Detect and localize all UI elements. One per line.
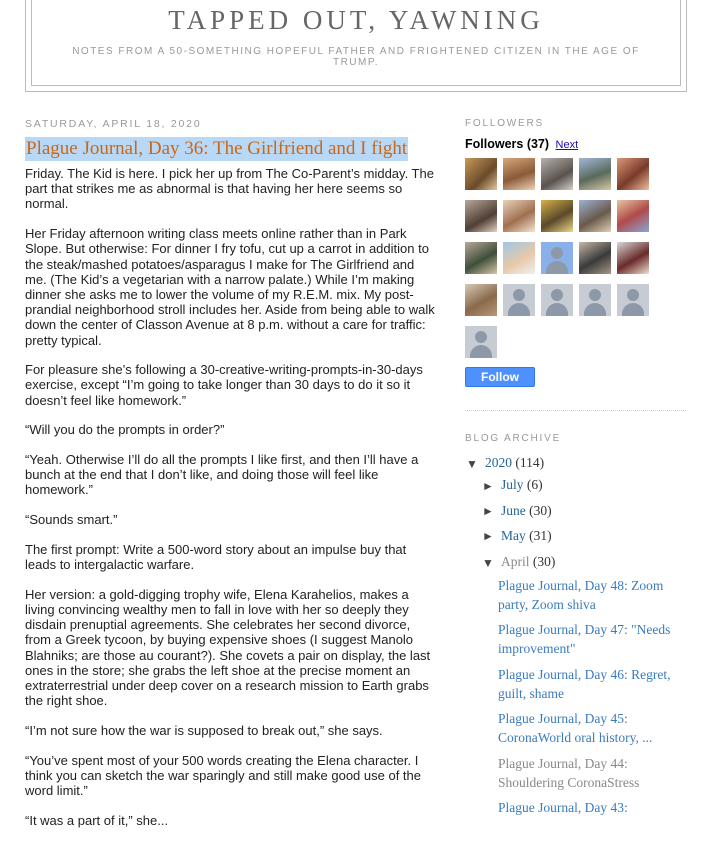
archive-month-label[interactable]: April: [501, 554, 530, 569]
follower-avatar[interactable]: [503, 242, 535, 274]
post-paragraph: “I’m not sure how the war is supposed to break out,” she says.: [25, 722, 383, 738]
archive-month-april[interactable]: [501, 554, 555, 570]
archive-year-2020[interactable]: [485, 455, 544, 471]
follower-avatar[interactable]: [503, 158, 535, 190]
post-date: SATURDAY, APRIL 18, 2020: [25, 118, 202, 130]
default-avatar-icon[interactable]: [617, 284, 649, 316]
sidebar-divider: [465, 410, 686, 411]
archive-year-label[interactable]: 2020: [485, 455, 512, 470]
archive-month-count: (30): [532, 554, 556, 569]
follower-avatar[interactable]: [617, 242, 649, 274]
post-paragraph: The first prompt: Write a 500-word story about an impulse buy that leads to intergalactic warfare.: [25, 541, 407, 573]
followers-next-link[interactable]: Next: [555, 139, 579, 151]
archive-month-label[interactable]: June: [501, 503, 526, 518]
follower-avatar[interactable]: [465, 200, 497, 232]
post-paragraph: Her Friday afternoon writing class meets online rather than in Park Slope. But otherwise: For dinner I fry tofu, cut up a carrot in addition to the steak/mashed potatoes/asparagus I make for The Girlfriend and me. (The Kid’s a vegetarian with a narrow palate.) While I’m making dinner she asks me to lower the volume of my R.E.M. mix. My post-prandial neighborhood stroll includes her. Aside from being able to walk down the center of Classon Avenue at 8 p.m. without a care for traffic: pretty typical.: [25, 226, 435, 348]
expand-triangle-icon[interactable]: ►: [482, 529, 494, 543]
collapse-triangle-icon[interactable]: ▼: [482, 556, 494, 570]
blog-title[interactable]: TAPPED OUT, YAWNING: [168, 5, 544, 35]
post-paragraph: “You’ve spent most of your 500 words creating the Elena character. I think you can sketch the war sparingly and still make good use of the word limit.”: [25, 752, 421, 798]
post-paragraph: “It was a part of it,” she...: [25, 812, 169, 828]
default-avatar-icon[interactable]: [541, 284, 573, 316]
archive-month-july[interactable]: [501, 477, 543, 493]
followers-count: [465, 137, 578, 151]
follower-avatar[interactable]: [617, 158, 649, 190]
follower-avatar[interactable]: [465, 284, 497, 316]
post-paragraph: Her version: a gold-digging trophy wife, Elena Karahelios, makes a living convincing wealthy men to fall in love with her so deeply they disdain prenuptial agreements. She celebrates her second divorce, from a Greek tycoon, by buying expensive shoes (I suggest Manolo Blahniks; are those au courant?). She covets a pair on display, the last ones in the store; she grabs the left shoe at the precise moment an extraterrestrial under deep cover on a research mission to Earth grabs the right shoe.: [25, 586, 431, 709]
archive-post-link[interactable]: Plague Journal, Day 43:: [498, 800, 628, 815]
archive-month-june[interactable]: [501, 503, 552, 519]
follower-avatar[interactable]: [617, 200, 649, 232]
archive-post-link[interactable]: Plague Journal, Day 48: Zoom party, Zoom shiva: [498, 578, 664, 612]
blog-header: [31, 0, 681, 86]
archive-post-link[interactable]: Plague Journal, Day 46: Regret, guilt, shame: [498, 667, 671, 701]
archive-post-link[interactable]: Plague Journal, Day 45: CoronaWorld oral history, ...: [498, 711, 653, 745]
archive-post-link[interactable]: Plague Journal, Day 47: "Needs improvement": [498, 622, 671, 656]
blog-archive-heading: BLOG ARCHIVE: [465, 433, 562, 444]
archive-month-count: (30): [529, 503, 552, 518]
post-paragraph: “Yeah. Otherwise I’ll do all the prompts I like first, and then I’ll have a bunch at the end that I don’t like, and doing those will feel like homework.”: [25, 452, 419, 498]
collapse-triangle-icon[interactable]: ▼: [466, 457, 478, 471]
default-avatar-icon[interactable]: [465, 326, 497, 358]
follower-avatar[interactable]: [579, 242, 611, 274]
archive-month-count: (6): [526, 477, 543, 492]
post-paragraph: Friday. The Kid is here. I pick her up from The Co-Parent’s midday. The part that strikes me as abnormal is that having her here seems so normal.: [25, 166, 434, 212]
archive-post-link-current[interactable]: Plague Journal, Day 44: Shouldering CoronaStress: [498, 756, 640, 790]
follower-avatar[interactable]: [579, 158, 611, 190]
followers-heading: FOLLOWERS: [465, 118, 544, 129]
archive-month-count: (31): [529, 528, 552, 543]
archive-year-count: (114): [515, 455, 545, 470]
post-paragraph: “Will you do the prompts in order?”: [25, 422, 225, 438]
post-body: [25, 166, 435, 842]
followers-label: Followers (37): [465, 137, 550, 151]
expand-triangle-icon[interactable]: ►: [482, 479, 494, 493]
default-avatar-icon[interactable]: [541, 242, 573, 274]
archive-month-may[interactable]: [501, 528, 552, 544]
follower-avatar[interactable]: [541, 200, 573, 232]
post-paragraph: For pleasure she’s following a 30-creative-writing-prompts-in-30-days exercise, except “I’m going to take longer than 30 days to do it so it doesn’t feel like homework.”: [25, 362, 423, 408]
archive-month-label[interactable]: May: [501, 528, 526, 543]
default-avatar-icon[interactable]: [503, 284, 535, 316]
archive-month-label[interactable]: July: [501, 477, 524, 492]
follower-avatar[interactable]: [503, 200, 535, 232]
default-avatar-icon[interactable]: [579, 284, 611, 316]
follower-avatar[interactable]: [465, 242, 497, 274]
follow-button[interactable]: Follow: [465, 367, 535, 387]
post-title[interactable]: Plague Journal, Day 36: The Girlfriend and I fight: [26, 138, 408, 159]
post-paragraph: “Sounds smart.”: [25, 512, 118, 528]
follower-avatar[interactable]: [465, 158, 497, 190]
follower-avatar[interactable]: [541, 158, 573, 190]
blog-description: NOTES FROM A 50-SOMETHING HOPEFUL FATHER AND FRIGHTENED CITIZEN IN THE AGE OF TRUMP.: [72, 46, 640, 68]
follower-avatar[interactable]: [579, 200, 611, 232]
expand-triangle-icon[interactable]: ►: [482, 504, 494, 518]
